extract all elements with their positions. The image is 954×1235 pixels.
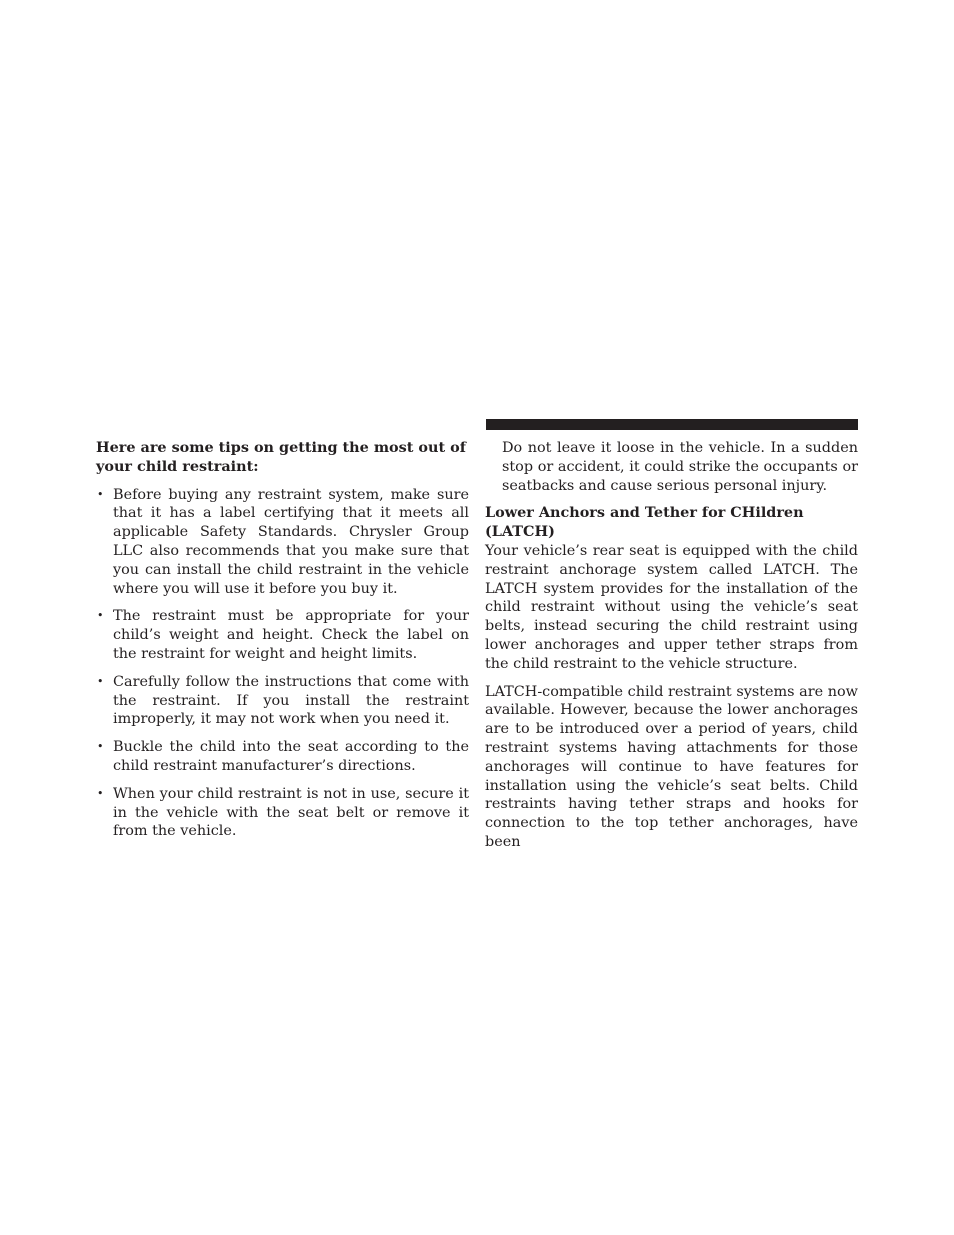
list-item [96, 607, 469, 663]
latch-section-heading: Lower Anchors and Tether for CHildren (LATCH) [485, 504, 804, 541]
left-column [96, 439, 469, 850]
bullet-icon: • [97, 609, 104, 623]
continued-tip-text: Do not leave it loose in the vehicle. In a sudden stop or accident, it could strike the occupants or seatbacks and cause serious personal injury. [502, 440, 858, 494]
latch-paragraph-1: Your vehicle’s rear seat is equipped with the child restraint anchorage system called LATCH. The LATCH system provides for the installation of the child restraint without using the vehicle’s seat belts, instead securing the child restraint using lower anchorages and upper tether straps from the child restraint to the vehicle structure. [485, 542, 858, 672]
bullet-icon: • [97, 674, 104, 688]
tip-text: Before buying any restraint system, make sure that it has a label certifying that it meets all applicable Safety Standards. Chrysler Group LLC also recommends that you make sure that you can install the child restraint in the vehicle where you will use it before you buy it. [113, 486, 469, 597]
right-column [485, 439, 858, 852]
bullet-icon: • [97, 786, 104, 800]
tip-text: Buckle the child into the seat according to the child restraint manufacturer’s directions. [113, 739, 469, 774]
tips-heading: Here are some tips on getting the most out of your child restraint: [96, 439, 466, 475]
tips-list [96, 486, 469, 842]
tip-text: The restraint must be appropriate for your child’s weight and height. Check the label on the restraint for weight and height limits. [113, 608, 469, 662]
section-header-bar [486, 419, 858, 430]
list-item [96, 673, 469, 729]
latch-paragraph-2: LATCH-compatible child restraint systems are now available. However, because the lower anchorages are to be introduced over a period of years, child restraint systems having attachments for those anchorages will continue to have features for installation using the vehicle’s seat belts. Child restraints having tether straps and hooks for connection to the top tether anchorages, have been [485, 683, 858, 850]
tip-text: When your child restraint is not in use, secure it in the vehicle with the seat belt or remove it from the vehicle. [113, 785, 469, 840]
list-item [96, 738, 469, 776]
list-item [96, 486, 469, 599]
list-item [96, 785, 469, 841]
bullet-icon: • [97, 487, 104, 501]
bullet-icon: • [97, 740, 104, 754]
tip-text: Carefully follow the instructions that come with the restraint. If you install the restraint improperly, it may not work when you need it. [113, 673, 469, 728]
